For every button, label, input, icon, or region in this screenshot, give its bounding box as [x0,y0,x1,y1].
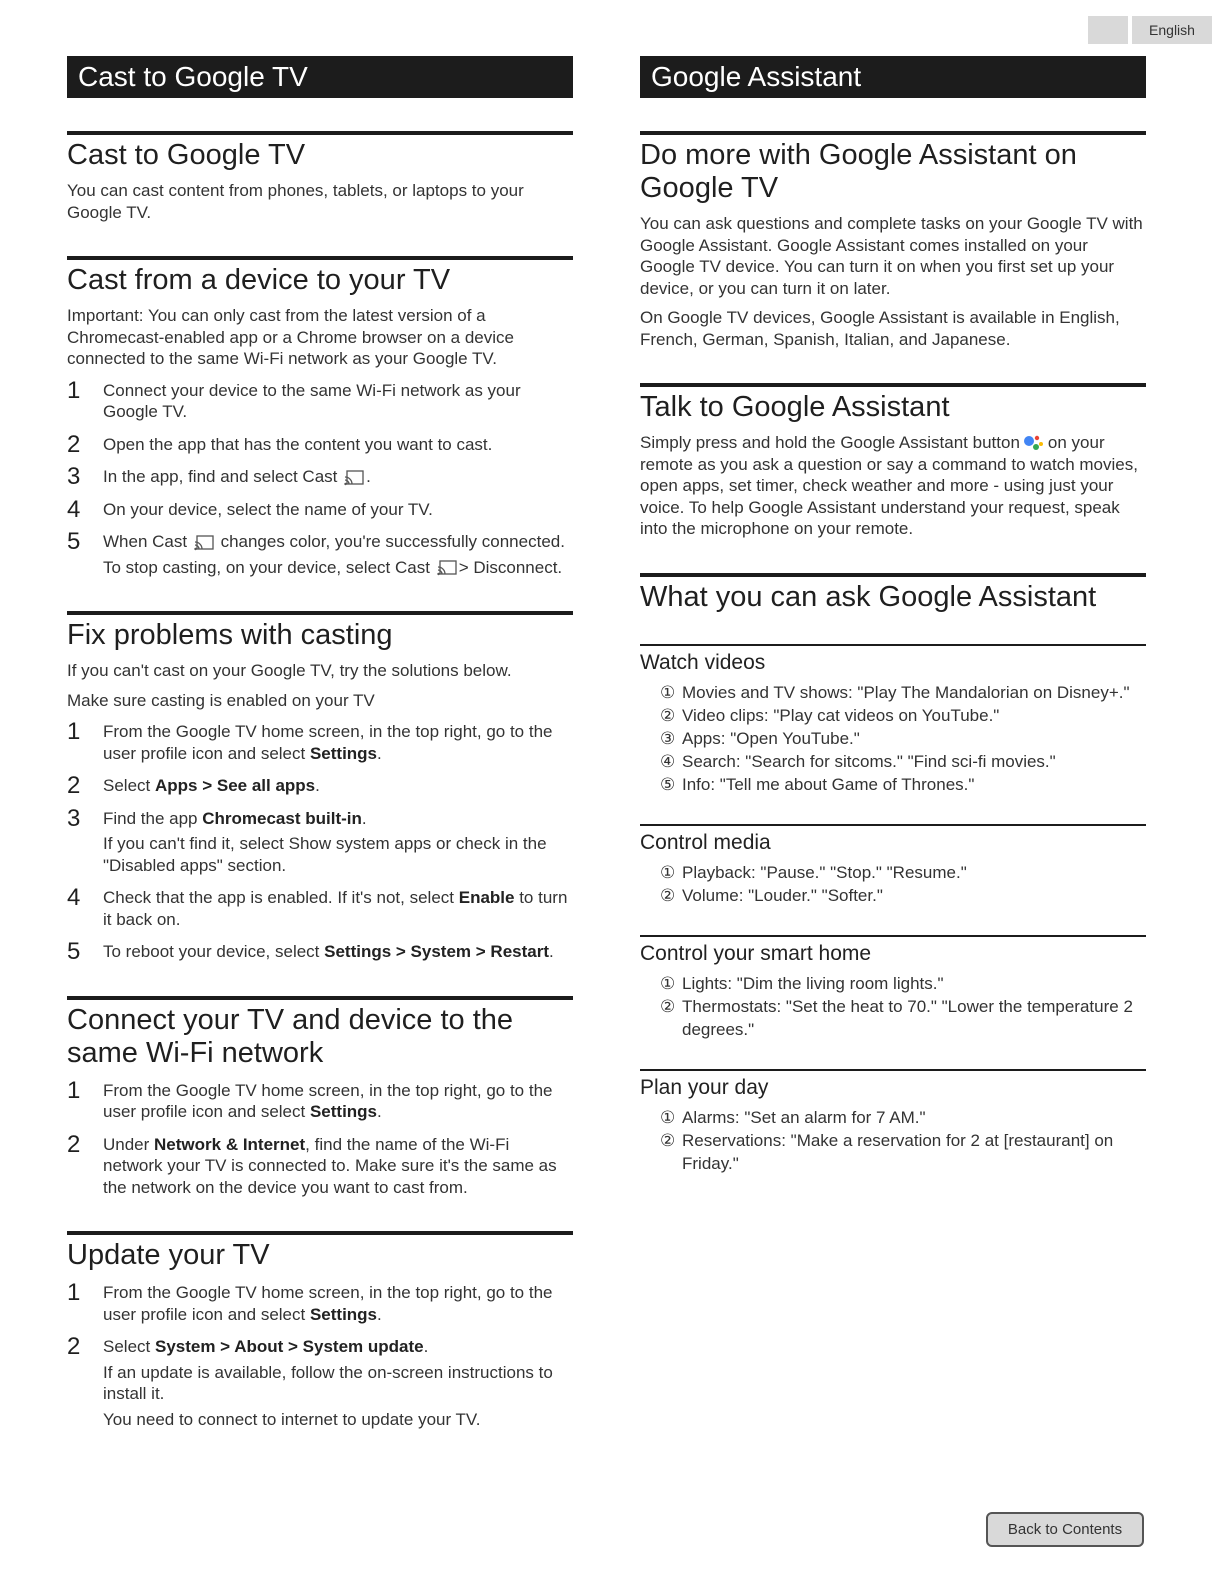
example-list [660,1106,1146,1175]
fix-section [67,611,573,963]
circled-number: ① [660,973,676,993]
step-number: 4 [67,495,81,523]
step-number: 1 [67,376,81,404]
step-number: 3 [67,463,81,490]
circled-number: ② [660,705,676,725]
back-to-contents-button[interactable]: Back to Contents [986,1512,1144,1547]
step-bold: Enable [458,888,515,907]
update-section [67,1231,573,1430]
example-text: Movies and TV shows: "Play The Mandalorian on Disney+." [682,682,1130,702]
cast-icon [344,470,364,486]
circled-number: ① [660,862,676,882]
paragraph: Important: You can only cast from the latest version of a Chromecast-enabled app or a Chrome browser on a device connected to the same Wi-Fi network as your Google TV. [67,306,514,368]
step [67,1279,573,1325]
cast-icon [194,535,214,551]
example-item [660,704,1146,727]
section-heading: Cast to Google TV [67,131,573,172]
section-banner: Google Assistant [640,56,1146,98]
example-text: Thermostats: "Set the heat to 70." "Lower the temperature 2 degrees." [682,996,1133,1039]
step-number: 1 [67,718,81,745]
section-banner: Cast to Google TV [67,56,573,98]
step [67,1130,573,1199]
example-item [660,727,1146,750]
step-number: 2 [67,1130,81,1158]
step-end: . [361,808,367,828]
step-number: 2 [67,772,81,799]
section-heading: Update your TV [67,1231,573,1272]
google-assistant-icon [1023,434,1045,454]
step-subtext [103,557,573,579]
cast-icon [437,560,457,576]
subsection-heading: Plan your day [640,1069,1146,1100]
step-end: . [377,1304,382,1324]
step [67,376,573,423]
step [67,718,573,764]
step [67,772,573,799]
step-text: From the Google TV home screen, in the top right, go to the user profile icon and select [103,1283,553,1324]
cast-intro-section [67,131,573,223]
example-text: Video clips: "Play cat videos on YouTube." [682,705,1000,725]
step-text: From the Google TV home screen, in the top right, go to the user profile icon and select [103,1080,553,1121]
step-text: Find the app [103,808,203,828]
language-button[interactable]: English [1132,16,1212,44]
talk-section [640,383,1146,540]
language-spacer [1088,16,1128,44]
circled-number: ③ [660,728,676,748]
circled-number: ② [660,1130,676,1150]
step-number: 2 [67,430,81,458]
step-end: . [377,1102,382,1121]
step-end: , find the name of the Wi-Fi network your TV is connected to. Make sure it's the same as the network on the device you want to cast from. [103,1134,557,1197]
example-text: Playback: "Pause." "Stop." "Resume." [682,862,967,882]
circled-number: ⑤ [660,774,676,794]
domore-section [640,131,1146,350]
example-item [660,1106,1146,1129]
circled-number: ② [660,996,676,1016]
subsection-heading: Control media [640,824,1146,855]
step-text: Select [103,776,155,795]
step-bold: Apps > See all apps [154,776,316,795]
circled-number: ① [660,682,676,702]
paragraph-text: Simply press and hold the Google Assistant button [640,433,1020,452]
example-text: Search: "Search for sitcoms." "Find sci-fi movies." [682,751,1056,771]
step-bold: Chromecast built-in [202,808,362,828]
step-number: 4 [67,884,81,911]
section-heading: Cast from a device to your TV [67,256,573,297]
example-text: Lights: "Dim the living room lights." [682,973,944,993]
section-heading: Connect your TV and device to the same Wi-Fi network [67,996,573,1070]
paragraph [640,432,1146,540]
step-number: 5 [67,528,81,555]
step-text: Under [103,1134,155,1154]
step-text: When Cast [103,532,188,551]
example-list [660,972,1146,1041]
example-item [660,1129,1146,1175]
step-text: Connect your device to the same Wi-Fi network as your Google TV. [103,380,521,421]
ask-section [640,573,1146,1175]
example-item [660,681,1146,704]
circled-number: ④ [660,751,676,771]
step-bold: Settings [309,1304,378,1324]
subsection-heading: Control your smart home [640,935,1146,966]
circled-number: ② [660,885,676,905]
paragraph: You can ask questions and complete tasks on your Google TV with Google Assistant. Google Assistant comes installed on your Google TV device. You can turn it on when you first set up your device, or you can turn it on later. [640,214,1143,298]
example-item [660,884,1146,907]
step-end: . [549,942,554,961]
step [67,938,573,965]
right-column [640,56,1146,1175]
step [67,884,573,930]
section-heading: Talk to Google Assistant [640,383,1146,424]
example-text: Alarms: "Set an alarm for 7 AM." [682,1107,926,1127]
section-heading: Do more with Google Assistant on Google TV [640,131,1146,205]
step-text: Check that the app is enabled. If it's not, select [103,888,459,907]
paragraph: On Google TV devices, Google Assistant is available in English, French, German, Spanish, Italian, and Japanese. [640,308,1120,349]
step-end: . [315,776,320,795]
step [67,528,573,578]
step [67,495,573,523]
example-item [660,861,1146,884]
step-text: On your device, select the name of your TV. [103,499,433,519]
step [67,463,573,490]
step-text: To reboot your device, select [103,942,325,961]
step-subtext-a: To stop casting, on your device, select Cast [103,557,430,577]
step-bold: Network & Internet [154,1134,306,1154]
step [67,804,573,877]
paragraph: You can cast content from phones, tablets, or laptops to your Google TV. [67,181,524,222]
example-text: Apps: "Open YouTube." [682,728,860,748]
subsection-heading: Watch videos [640,644,1146,675]
step-number: 1 [67,1279,81,1306]
step-number: 1 [67,1076,81,1104]
section-heading: Fix problems with casting [67,611,573,652]
cast-device-section [67,256,573,578]
example-text: Volume: "Louder." "Softer." [682,885,883,905]
step-bold: Settings > System > Restart [324,942,549,961]
step-text: Open the app that has the content you want to cast. [103,434,493,454]
step-subtext: You need to connect to internet to update your TV. [103,1409,481,1429]
step-list [67,718,573,965]
step-subtext: If an update is available, follow the on-screen instructions to install it. [103,1362,553,1403]
step-text: Select [103,1337,155,1356]
step-number: 2 [67,1333,81,1360]
paragraph-text: on your remote as you ask a question or say a command to watch movies, open apps, set timer, check weather and more - using just your voice. To help Google Assistant understand your request, speak into the microphone on your remote. [640,433,1138,539]
circled-number: ① [660,1107,676,1127]
example-item [660,972,1146,995]
step-list [67,1076,573,1199]
left-column [67,56,573,1441]
paragraph: If you can't cast on your Google TV, try the solutions below. [67,661,512,680]
step-number: 5 [67,938,81,965]
example-item [660,773,1146,796]
example-item [660,750,1146,773]
step-end: . [423,1337,429,1356]
step-subtext-b: > Disconnect. [458,557,563,577]
step-subtext: If you can't find it, select Show system apps or check in the "Disabled apps" section. [103,834,547,875]
step-bold: System > About > System update [154,1337,424,1356]
step-text: . [366,467,371,486]
step [67,430,573,458]
example-item [660,995,1146,1041]
step-end: . [377,743,382,763]
paragraph: Make sure casting is enabled on your TV [67,690,375,710]
example-list [660,681,1146,796]
step-end: to turn it back on. [103,888,568,929]
step-bold: Settings [309,743,378,763]
example-list [660,861,1146,907]
step-number: 3 [67,804,81,832]
example-text: Info: "Tell me about Game of Thrones." [682,774,975,794]
step-list [67,1279,573,1430]
step-list [67,376,573,579]
section-heading: What you can ask Google Assistant [640,573,1146,614]
example-text: Reservations: "Make a reservation for 2 at [restaurant] on Friday." [682,1130,1114,1173]
step-bold: Settings [309,1102,378,1121]
step-text: From the Google TV home screen, in the top right, go to the user profile icon and select [103,722,553,763]
step-text: changes color, you're successfully connected. [220,532,565,551]
step [67,1076,573,1123]
step-text: In the app, find and select Cast [103,467,338,486]
step [67,1333,573,1430]
connect-section [67,996,573,1199]
language-bar [1088,16,1212,44]
